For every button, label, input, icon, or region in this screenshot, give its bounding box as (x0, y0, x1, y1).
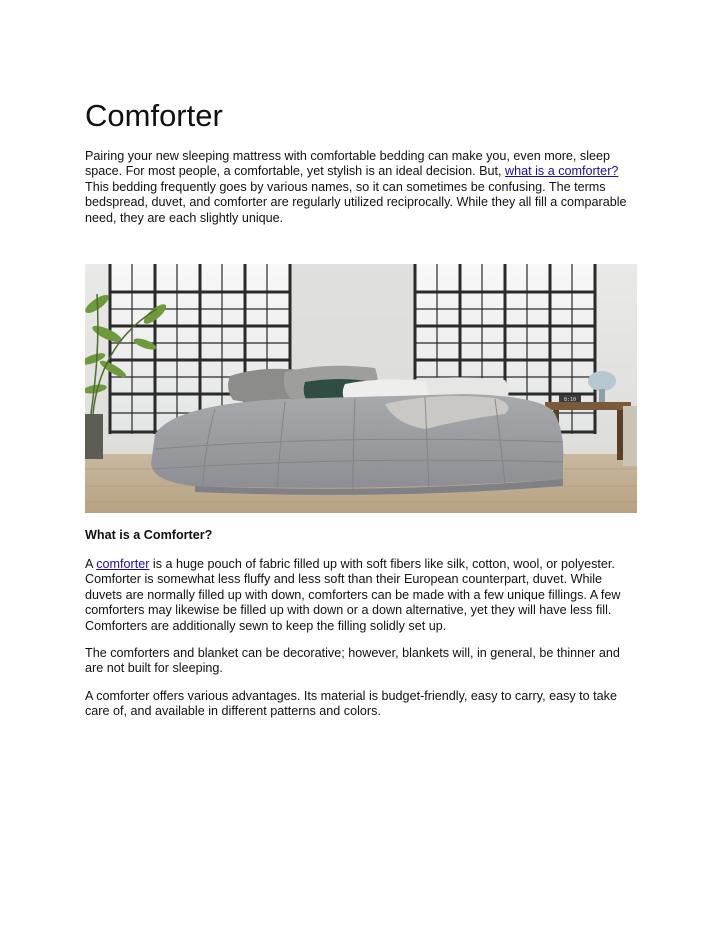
blanket-paragraph: The comforters and blanket can be decorative; however, blankets will, in general, be thinner and are not built for sleeping. (85, 646, 620, 676)
para1-text-start: A (85, 557, 97, 571)
intro-text-end: This bedding frequently goes by various names, so it can sometimes be confusing. The terms bedspread, duvet, and comforter are regularly utilized reciprocally. While they all fill a comparable need, they are each slightly unique. (85, 179, 627, 225)
bedroom-illustration (85, 264, 637, 513)
comforter (151, 394, 563, 495)
clock-text: 8:10 (563, 397, 577, 403)
bedroom-photo (85, 264, 637, 513)
comforter-link[interactable]: comforter (96, 557, 150, 571)
advantages-paragraph: A comforter offers various advantages. Its material is budget-friendly, easy to carry, easy to take care of, and available in different patterns and colors. (85, 689, 617, 719)
comforter-definition-paragraph (85, 557, 640, 634)
intro-text-start: Pairing your new sleeping mattress with comfortable bedding can make you, even more, sleep space. For most people, a comfortable, yet stylish is an ideal decision. But, (85, 149, 611, 179)
section-heading: What is a Comforter? (85, 528, 213, 542)
page-title: Comforter (85, 98, 223, 133)
intro-paragraph (85, 149, 640, 226)
what-is-a-comforter-link[interactable]: what is a comforter? (505, 164, 619, 179)
para1-text-end: is a huge pouch of fabric filled up with soft fibers like silk, cotton, wool, or polyester. Comforter is somewhat less fluffy and less soft than their European counterpart, duvet. While duvets are normally filled up with down, comforters can be made with a few unique fillings. A few comforters may likewise be filled up with down or a down alternative, yet they will have less fill. Comforters are additionally sewn to keep the filling solidly set up. (85, 557, 621, 633)
